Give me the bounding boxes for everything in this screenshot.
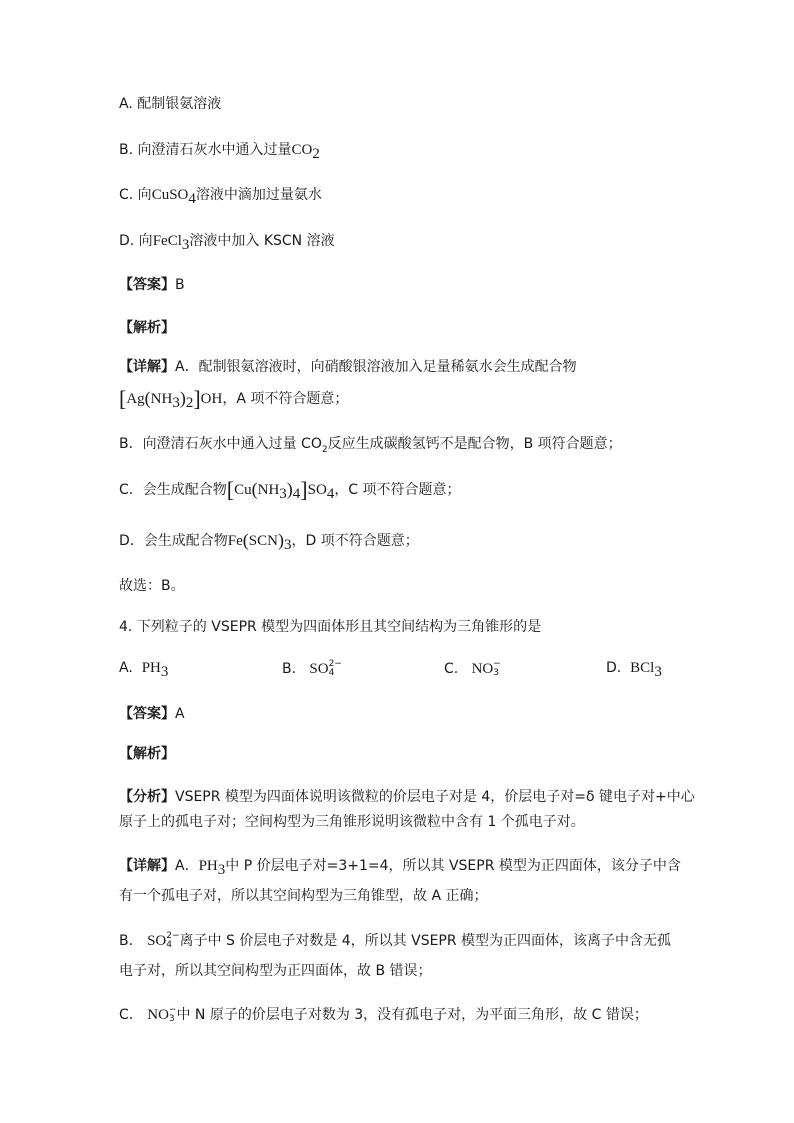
option-letter: C. xyxy=(444,661,459,677)
detail-text: 中 N 原子的价层电子对数为 3，没有孤电子对，为平面三角形，故 C 错误； xyxy=(176,1007,648,1023)
q4-detail-b-line2: 电子对，所以其空间构型为正四面体，故 B 错误； xyxy=(119,963,432,979)
formula: NO xyxy=(147,1007,169,1023)
q3-option-d xyxy=(119,231,335,251)
detail-text: ，A 项不符合题意； xyxy=(222,391,349,407)
q3-option-c-prefix: C. 向 xyxy=(119,187,152,203)
subscript: 3 xyxy=(283,536,292,553)
q4-option-c xyxy=(444,660,501,678)
analyze-text: VSEPR 模型为四面体说明该微粒的价层电子对是 4，价层电子对=δ 键电子对+中心 xyxy=(175,789,695,805)
left-bracket: [ xyxy=(119,386,127,411)
subscript: 3 xyxy=(493,668,499,678)
subscript: 2 xyxy=(312,145,320,162)
subscript: 3 xyxy=(654,663,662,680)
formula: NH xyxy=(257,482,280,498)
q4-option-b xyxy=(282,660,342,678)
left-paren: ( xyxy=(242,530,249,550)
formula: NO xyxy=(471,661,494,677)
q3-detail-b xyxy=(119,434,622,454)
formula: PH xyxy=(141,660,161,676)
q4-answer xyxy=(119,704,185,724)
q4-detail-a-line2: 有一个孤电子对，所以其空间构型为三角锥型，故 A 正确； xyxy=(119,888,488,904)
q3-detail-a-line1 xyxy=(119,357,577,377)
subscript: 4 xyxy=(328,668,335,678)
q3-conclusion: 故选：B。 xyxy=(119,578,185,594)
q3-option-a-text: A. 配制银氨溶液 xyxy=(119,96,222,112)
formula: BCl xyxy=(630,660,655,676)
q4-analyze-line1 xyxy=(119,787,695,807)
q3-option-c xyxy=(119,185,322,205)
left-paren: ( xyxy=(251,479,258,499)
sub-sup-stack xyxy=(166,932,179,950)
detail-tag: 【详解】 xyxy=(119,359,175,375)
formula: PH xyxy=(198,858,218,874)
formula: OH xyxy=(200,391,223,407)
q3-option-d-text: 溶液中加入 KSCN 溶液 xyxy=(189,233,335,249)
q3-detail-a-line2 xyxy=(119,388,348,409)
formula: SCN xyxy=(248,533,278,549)
detail-text: A． xyxy=(175,858,199,874)
q4-stem: 4. 下列粒子的 VSEPR 模型为四面体形且其空间结构为三角锥形的是 xyxy=(119,619,542,635)
right-paren: ) xyxy=(286,479,293,499)
option-letter: A. xyxy=(119,660,133,676)
answer-value: B xyxy=(175,277,185,293)
detail-text: 离子中 S 价层电子对数是 4，所以其 VSEPR 模型为正四面体，该离子中含无孤 xyxy=(179,933,672,949)
detail-text: 反应生成碳酸氢钙不是配合物，B 项符合题意； xyxy=(327,436,622,452)
q3-detail-d xyxy=(119,530,419,551)
q4-detail-b-line1 xyxy=(119,931,671,951)
detail-text: ，D 项不符合题意； xyxy=(291,533,419,549)
superscript: 2− xyxy=(166,931,180,941)
formula: SO xyxy=(147,933,167,949)
left-bracket: [ xyxy=(226,477,235,502)
q4-option-d xyxy=(606,660,662,680)
right-paren: ) xyxy=(179,388,186,408)
subscript: 4 xyxy=(188,190,196,207)
superscript: 2− xyxy=(328,659,342,669)
answer-tag: 【答案】 xyxy=(119,277,175,293)
analyze-tag: 【分析】 xyxy=(119,789,175,805)
formula: SO xyxy=(309,661,329,677)
detail-text: C．会生成配合物 xyxy=(119,482,227,498)
option-letter: D. xyxy=(606,660,622,676)
formula: CuSO xyxy=(151,187,189,203)
detail-text: D．会生成配合物 xyxy=(119,533,228,549)
formula: SO xyxy=(307,482,327,498)
subscript: 3 xyxy=(217,861,226,878)
formula: Fe xyxy=(227,533,243,549)
answer-tag: 【答案】 xyxy=(119,706,175,722)
subscript: 2 xyxy=(185,394,194,411)
subscript: 3 xyxy=(172,394,180,411)
formula: FeCl xyxy=(152,233,182,249)
right-paren: ) xyxy=(277,530,284,550)
q3-detail-c xyxy=(119,479,461,500)
subscript: 2 xyxy=(321,444,328,455)
detail-text: B．向澄清石灰水中通入过量 CO xyxy=(119,436,322,452)
q4-analyze-line2: 原子上的孤电子对；空间构型为三角锥形说明该微粒中含有 1 个孤电子对。 xyxy=(119,814,585,830)
subscript: 3 xyxy=(181,236,190,253)
formula: Ag xyxy=(126,391,145,407)
q3-option-b xyxy=(119,140,320,160)
subscript: 4 xyxy=(326,485,335,502)
subscript: 3 xyxy=(160,663,169,680)
superscript: − xyxy=(168,1005,177,1015)
subscript: 3 xyxy=(279,485,287,502)
superscript: − xyxy=(493,659,501,669)
detail-text: B． xyxy=(119,933,143,949)
subscript: 4 xyxy=(166,940,172,950)
q3-option-b-text: B. 向澄清石灰水中通入过量 xyxy=(119,142,292,158)
right-bracket: ] xyxy=(193,386,201,411)
subscript: 4 xyxy=(292,485,301,502)
q4-option-a xyxy=(119,660,169,680)
formula: Cu xyxy=(234,482,252,498)
detail-tag: 【详解】 xyxy=(119,858,175,874)
subscript: 3 xyxy=(168,1014,175,1024)
detail-text: 中 P 价层电子对=3+1=4，所以其 VSEPR 模型为正四面体，该分子中含 xyxy=(225,858,681,874)
answer-value: A xyxy=(175,706,185,722)
formula: NH xyxy=(150,391,173,407)
q3-answer xyxy=(119,275,185,295)
option-letter: B. xyxy=(282,661,297,677)
detail-text: A．配制银氨溶液时，向硝酸银溶液加入足量稀氨水会生成配合物 xyxy=(175,359,577,375)
q3-option-d-prefix: D. 向 xyxy=(119,233,153,249)
q3-option-c-text: 溶液中滴加过量氨水 xyxy=(195,187,322,203)
sub-sup-stack xyxy=(493,660,501,678)
q4-detail-c xyxy=(119,1005,648,1025)
q4-detail-a-line1 xyxy=(119,856,681,876)
detail-text: C． xyxy=(119,1007,143,1023)
q3-option-a xyxy=(119,94,221,114)
formula: CO xyxy=(291,142,313,158)
detail-text: ，C 项不符合题意； xyxy=(334,482,461,498)
right-bracket: ] xyxy=(300,477,308,502)
sub-sup-stack xyxy=(329,660,342,678)
left-paren: ( xyxy=(144,388,151,408)
q3-analysis-heading: 【解析】 xyxy=(119,320,175,336)
q4-analysis-heading: 【解析】 xyxy=(119,746,175,762)
